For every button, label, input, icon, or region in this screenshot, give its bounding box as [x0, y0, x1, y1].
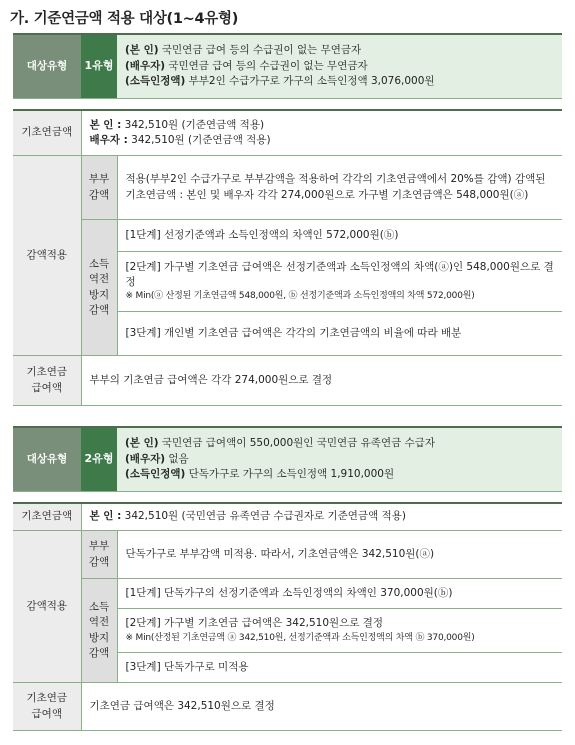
condition-line: (본 인) 국민연금 급여 등의 수급권이 없는 무연금자	[125, 44, 362, 57]
base-pension-label: 기초연금액	[13, 503, 81, 531]
base-pension-label: 기초연금액	[13, 110, 81, 156]
step2-note: ※ Min(산정된 기초연금액 ⓐ 342,510원, 선정기준액과 소득인정액의 차액 ⓑ 370,000원)	[125, 632, 475, 643]
condition-line: (배우자) 없음	[125, 452, 189, 465]
step2-note: ※ Min(ⓐ 산정된 기초연금액 548,000원, ⓑ 선정기준액과 소득인정액의 차액 572,000원)	[125, 291, 475, 302]
reduction-label: 감액적용	[13, 156, 81, 356]
step1-content: [1단계] 선정기준액과 소득인정액의 차액인 572,000원(ⓑ)	[117, 220, 562, 252]
couple-reduction-content: 단독가구로 부부감액 미적용. 따라서, 기초연금액은 342,510원(ⓐ)	[117, 531, 562, 579]
section-heading: 가. 기준연금액 적용 대상(1~4유형)	[10, 11, 239, 27]
base-pension-content: 본 인 : 342,510원 (기준연금액 적용) 배우자 : 342,510원 (기준연금액 적용)	[81, 110, 562, 156]
benefit-label: 기초연금 급여액	[13, 356, 81, 406]
benefit-label: 기초연금 급여액	[13, 683, 81, 731]
type-badge: 1유형	[81, 34, 117, 98]
condition-line: (소득인정액) 부부2인 수급가구로 가구의 소득인정액 3,076,000원	[125, 74, 435, 87]
type2-table	[13, 426, 562, 731]
type-conditions	[117, 427, 562, 491]
step1-content: [1단계] 단독가구의 선정기준액과 소득인정액의 차액인 370,000원(ⓑ)	[117, 579, 562, 609]
type-col-label: 대상유형	[13, 34, 81, 98]
couple-reduction-content: 적용(부부2인 수급가구로 부부감액을 적용하여 각각의 기초연금액에서 20%를 감액) 감액된 기초연금액 : 본인 및 배우자 각각 274,000원으로 가구별 기초연금액은 548,000원(ⓐ)	[117, 156, 562, 220]
reduction-label: 감액적용	[13, 531, 81, 683]
base-pension-content: 본 인 : 342,510원 (국민연금 유족연금 수급권자로 기준연금액 적용)	[81, 503, 562, 531]
income-reversal-label: 소득 역전 방지 감액	[81, 220, 117, 356]
couple-reduction-label: 부부 감액	[81, 531, 117, 579]
step3-content: [3단계] 개인별 기초연금 급여액은 각각의 기초연금액의 비율에 따라 배분	[117, 312, 562, 356]
condition-line: (본 인) 국민연금 급여액이 550,000원인 국민연금 유족연금 수급자	[125, 437, 435, 450]
step2-content: [2단계] 가구별 기초연금 급여액은 선정기준액과 소득인정액의 차액(ⓐ)인 548,000원으로 결정 ※ Min(ⓐ 산정된 기초연금액 548,000원, ⓑ 선정기준액과 소득인정액의 차액 572,000원)	[117, 252, 562, 312]
condition-line: (배우자) 국민연금 급여 등의 수급권이 없는 무연금자	[125, 59, 368, 72]
couple-reduction-label: 부부 감액	[81, 156, 117, 220]
type-badge: 2유형	[81, 427, 117, 491]
step2-content: [2단계] 가구별 기초연금 급여액은 342,510원으로 결정 ※ Min(산정된 기초연금액 ⓐ 342,510원, 선정기준액과 소득인정액의 차액 ⓑ 370,000원)	[117, 609, 562, 653]
type-conditions	[117, 34, 562, 98]
benefit-content: 기초연금 급여액은 342,510원으로 결정	[81, 683, 562, 731]
type-col-label: 대상유형	[13, 427, 81, 491]
step3-content: [3단계] 단독가구로 미적용	[117, 653, 562, 683]
income-reversal-label: 소득 역전 방지 감액	[81, 579, 117, 683]
condition-line: (소득인정액) 단독가구로 가구의 소득인정액 1,910,000원	[125, 467, 395, 480]
type1-table	[13, 33, 562, 406]
benefit-content: 부부의 기초연금 급여액은 각각 274,000원으로 결정	[81, 356, 562, 406]
